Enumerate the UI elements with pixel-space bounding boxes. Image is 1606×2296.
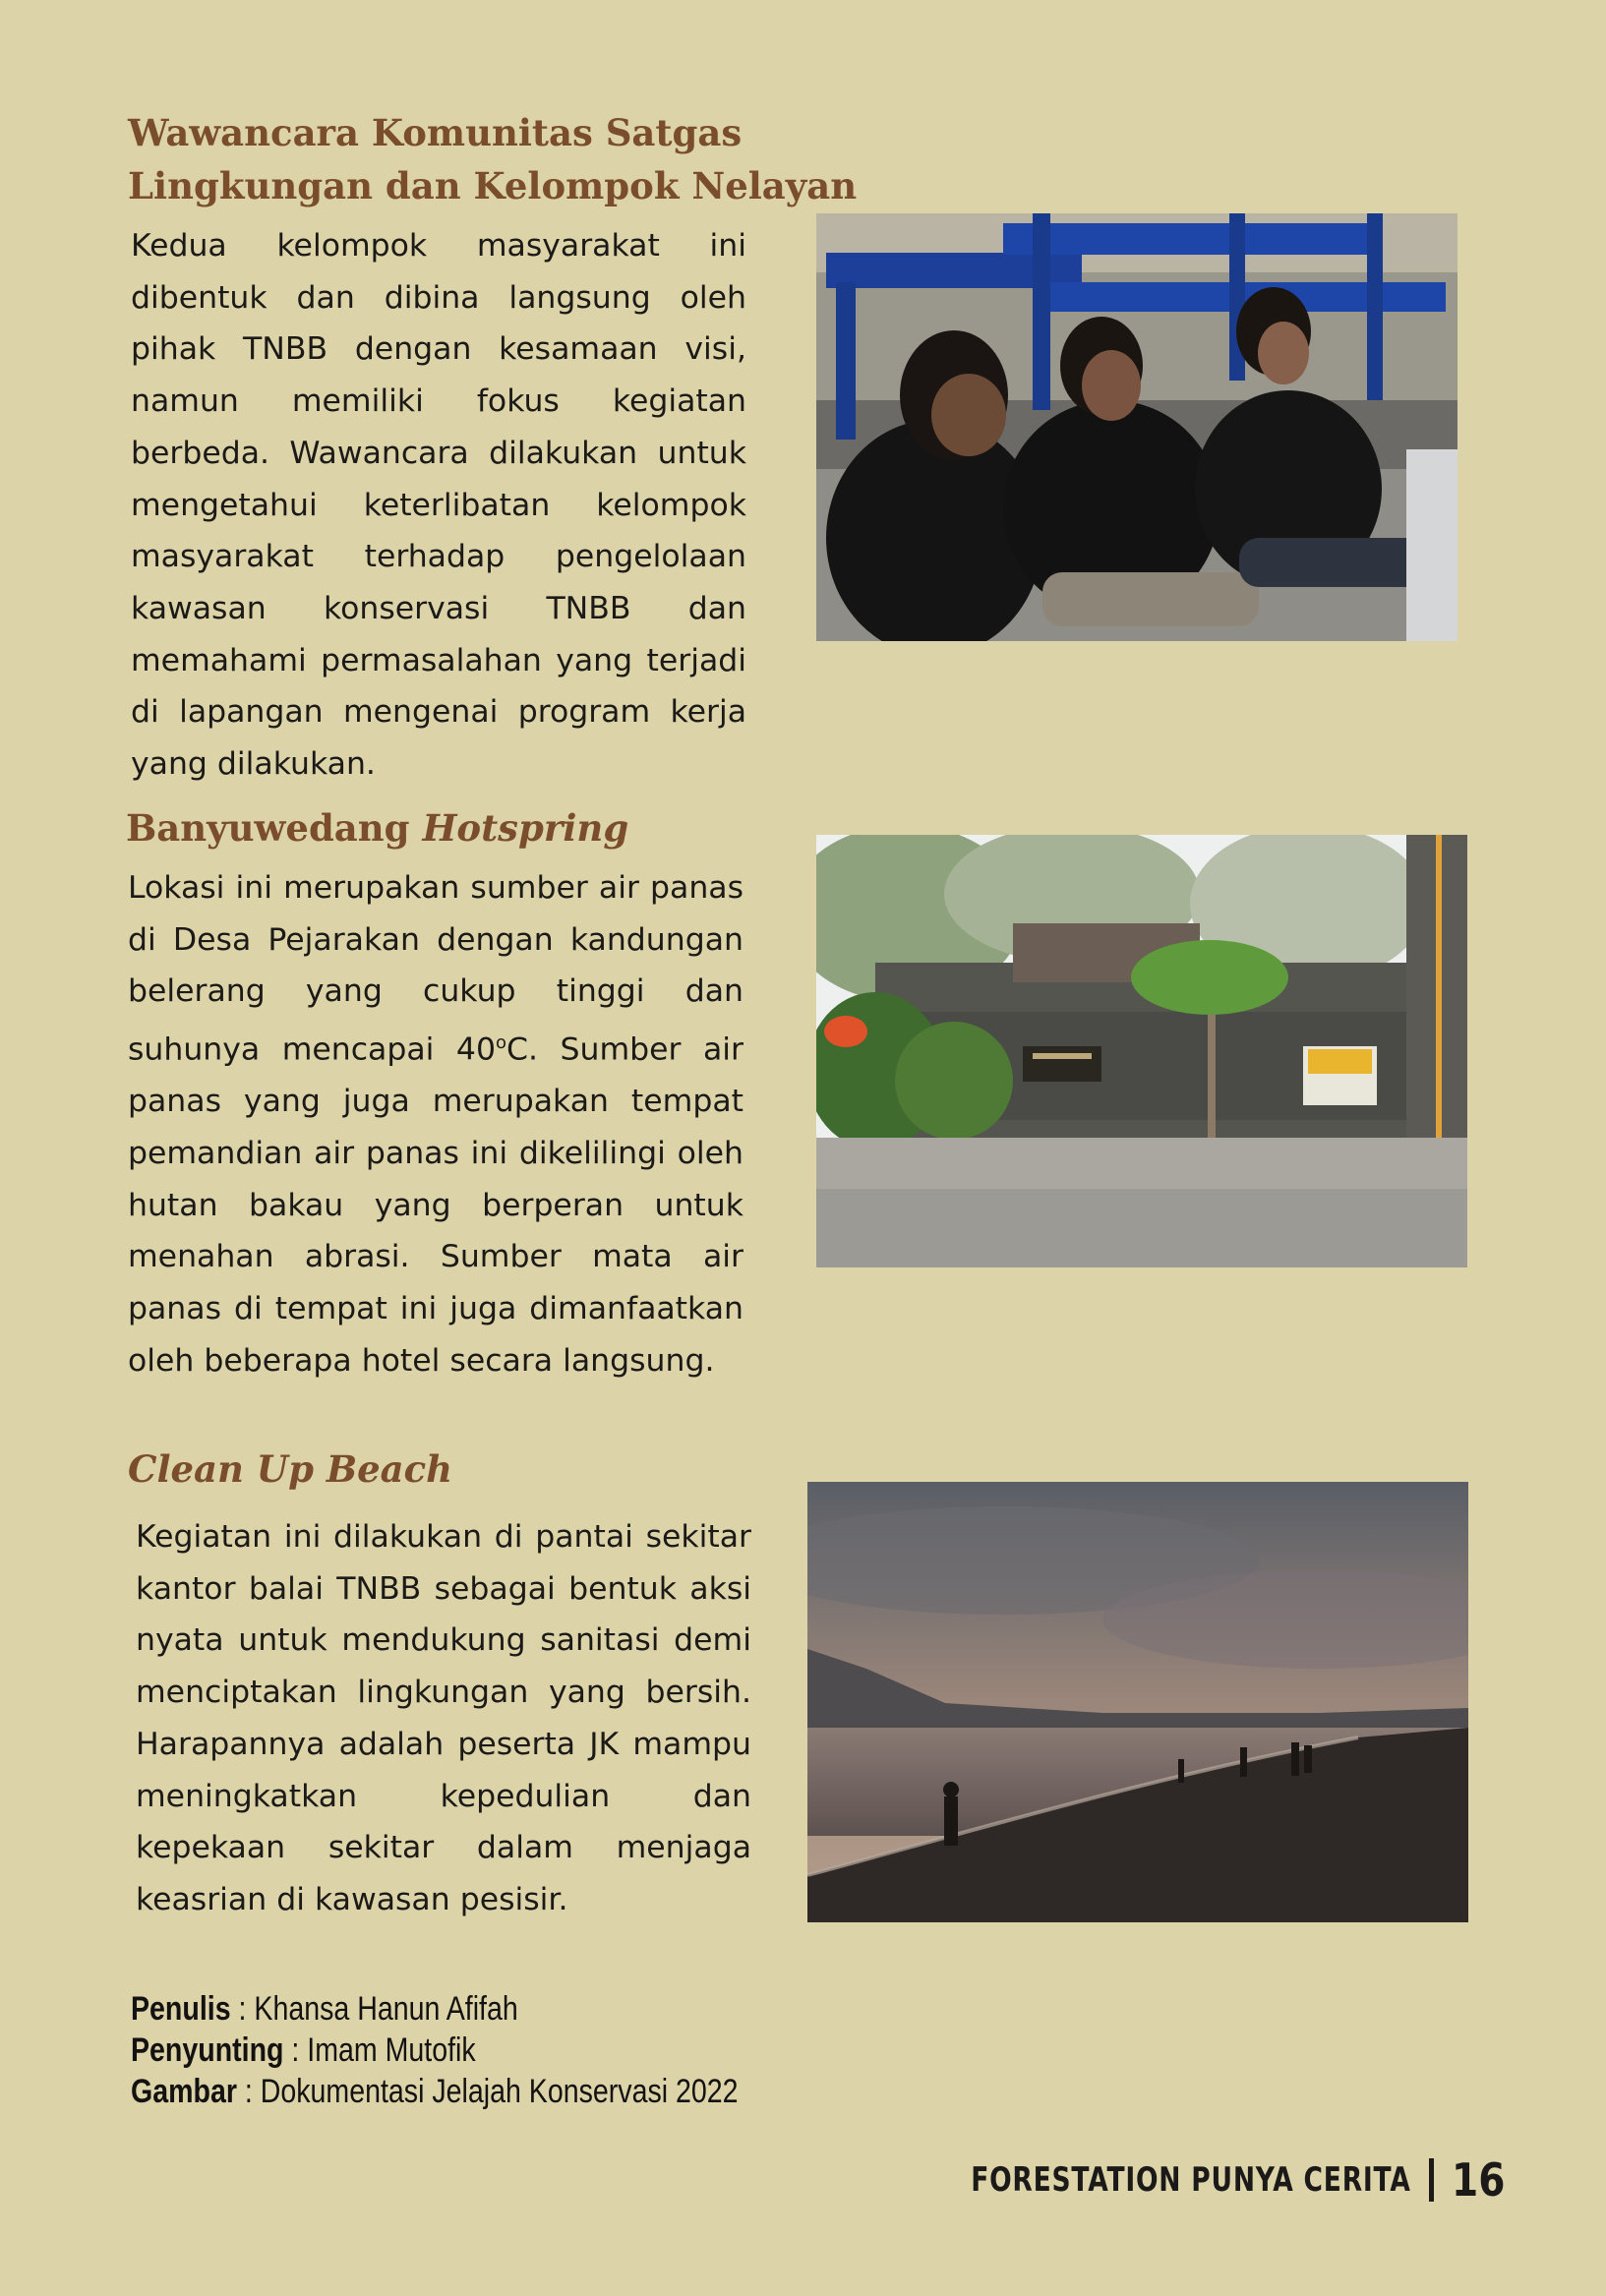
section-heading-cleanup: Clean Up Beach	[128, 1447, 453, 1491]
section-heading-hotspring: Banyuwedang Hotspring	[126, 806, 629, 850]
photo-beach	[807, 1482, 1468, 1922]
credit-writer: Penulis : Khansa Hanun Afifah	[131, 1990, 518, 2028]
section-heading-interview: Wawancara Komunitas Satgas Lingkungan dan Kelompok Nelayan	[128, 111, 858, 207]
footer-divider	[1429, 2158, 1434, 2202]
credits-block	[131, 1988, 739, 2112]
credit-editor: Penyunting : Imam Mutofik	[131, 2031, 476, 2069]
page-footer	[847, 2153, 1515, 2207]
photo-hotspring	[816, 835, 1467, 1267]
page-number: 16	[1451, 2153, 1506, 2207]
photo-interview	[816, 213, 1457, 641]
section-body-cleanup: Kegiatan ini dilakukan di pantai sekitar kantor balai TNBB sebagai bentuk aksi nyata untuk mendukung sanitasi demi menciptakan lingkungan yang bersih. Harapannya adalah peserta JK mampu meningkatkan kepedulian dan kepekaan sekitar dalam menjaga keasrian di kawasan pesisir.	[136, 1519, 751, 1917]
section-body-hotspring: Lokasi ini merupakan sumber air panas di Desa Pejarakan dengan kandungan belerang yang cukup tinggi dan suhunya mencapai 40$^o$C. Sumber air panas yang juga merupakan tempat pemandian air panas ini dikelilingi oleh hutan bakau yang berperan untuk menahan abrasi. Sumber mata air panas di tempat ini juga dimanfaatkan oleh beberapa hotel secara langsung.	[128, 870, 744, 1379]
credit-images: Gambar : Dokumentasi Jelajah Konservasi 2022	[131, 2073, 739, 2110]
magazine-title: FORESTATION PUNYA CERITA	[971, 2160, 1411, 2200]
section-body-interview: Kedua kelompok masyarakat ini dibentuk dan dibina langsung oleh pihak TNBB dengan kesamaan visi, namun memiliki fokus kegiatan berbeda. Wawancara dilakukan untuk mengetahui keterlibatan kelompok masyarakat terhadap pengelolaan kawasan konservasi TNBB dan memahami permasalahan yang terjadi di lapangan mengenai program kerja yang dilakukan.	[131, 228, 746, 783]
